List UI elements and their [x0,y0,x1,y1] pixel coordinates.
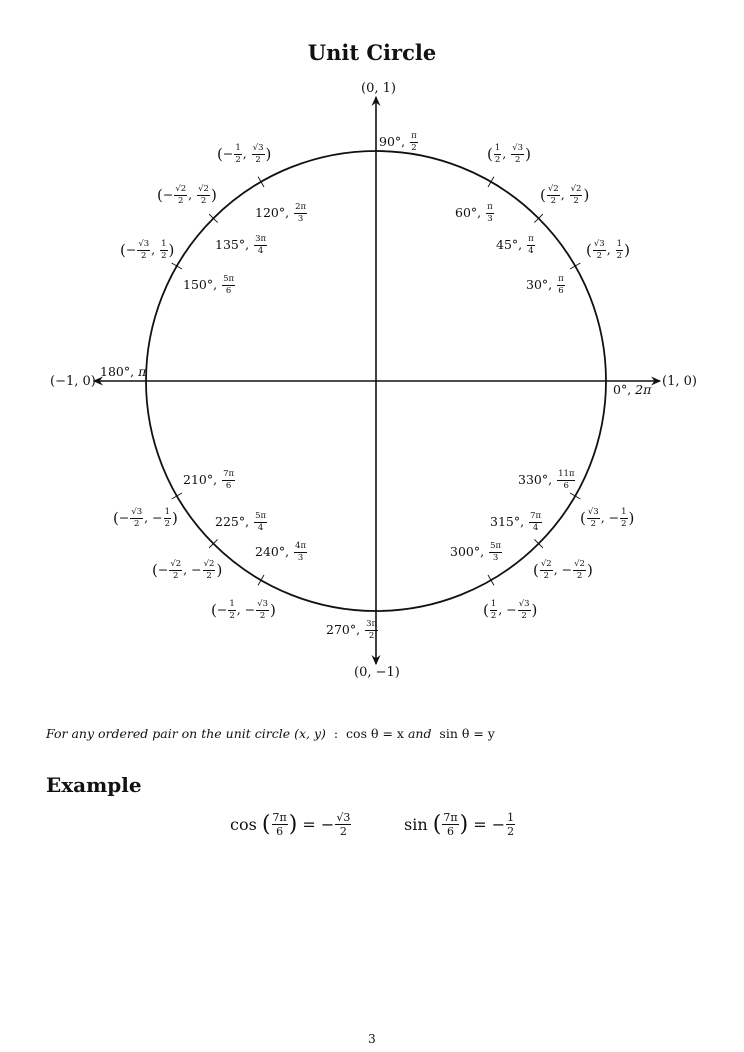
page-number: 3 [368,1032,376,1046]
tick-mark [172,263,182,269]
definition-note: For any ordered pair on the unit circle (x, y) : cos θ = x and sin θ = y [46,726,495,741]
angle-label-90: 90° , $\frac{\pi}{2}$ [379,131,417,153]
coordinate-label-210: ( − $\frac{√3}{2}$ , − $\frac{1}{2}$ ) [113,507,178,529]
page-title: Unit Circle [307,40,437,65]
tick-mark [258,177,264,187]
example-sin: sin ( $\frac{7\pi}{6}$ ) = − $\frac{1}{2}$ [404,811,515,838]
tick-mark [570,493,580,499]
coordinate-label-225: ( − $\frac{√2}{2}$ , − $\frac{√2}{2}$ ) [152,559,223,581]
coordinate-label-45: ( $\frac{√2}{2}$ , $\frac{√2}{2}$ ) [540,184,590,206]
coordinate-label-135: ( − $\frac{√2}{2}$ , $\frac{√2}{2}$ ) [157,184,217,206]
label-left-point: (−1, 0) [50,374,96,389]
angle-label-135: 135° , $\frac{3\pi}{4}$ [215,234,267,256]
tick-mark [258,575,264,585]
tick-mark [488,575,494,585]
coordinate-label-60: ( $\frac{1}{2}$ , $\frac{√3}{2}$ ) [487,143,531,165]
coordinate-label-330: ( $\frac{√3}{2}$ , − $\frac{1}{2}$ ) [580,507,635,529]
angle-label-180: 180° , π [100,364,147,379]
angle-label-225: 225° , $\frac{5\pi}{4}$ [215,511,267,533]
coordinate-label-300: ( $\frac{1}{2}$ , − $\frac{√3}{2}$ ) [483,599,538,621]
tick-mark [488,177,494,187]
example-cos: cos ( $\frac{7\pi}{6}$ ) = − $\frac{√3}{2}$ [230,811,351,838]
tick-mark [570,263,580,269]
coordinate-label-315: ( $\frac{√2}{2}$ , − $\frac{√2}{2}$ ) [533,559,593,581]
tick-mark [172,493,182,499]
angle-label-240: 240° , $\frac{4\pi}{3}$ [255,541,307,563]
example-heading: Example [46,773,142,797]
angle-label-315: 315° , $\frac{7\pi}{4}$ [490,511,542,533]
label-right-point: (1, 0) [662,374,697,389]
angle-label-330: 330° , $\frac{11\pi}{6}$ [518,469,575,491]
coordinate-label-150: ( − $\frac{√3}{2}$ , $\frac{1}{2}$ ) [120,239,175,261]
coordinate-label-30: ( $\frac{√3}{2}$ , $\frac{1}{2}$ ) [586,239,630,261]
angle-label-150: 150° , $\frac{5\pi}{6}$ [183,274,235,296]
coordinate-label-120: ( − $\frac{1}{2}$ , $\frac{√3}{2}$ ) [217,143,272,165]
angle-label-0: 0° , 2π [613,382,652,397]
angle-label-300: 300° , $\frac{5\pi}{3}$ [450,541,502,563]
angle-label-60: 60° , $\frac{\pi}{3}$ [455,202,493,224]
label-bottom-point: (0, −1) [354,665,400,680]
angle-label-270: 270° , $\frac{3\pi}{2}$ [326,619,378,641]
label-top-point: (0, 1) [361,81,396,96]
angle-label-120: 120° , $\frac{2\pi}{3}$ [255,202,307,224]
coordinate-label-240: ( − $\frac{1}{2}$ , − $\frac{√3}{2}$ ) [211,599,276,621]
angle-label-30: 30° , $\frac{\pi}{6}$ [526,274,564,296]
angle-label-210: 210° , $\frac{7\pi}{6}$ [183,469,235,491]
angle-label-45: 45° , $\frac{\pi}{4}$ [496,234,534,256]
